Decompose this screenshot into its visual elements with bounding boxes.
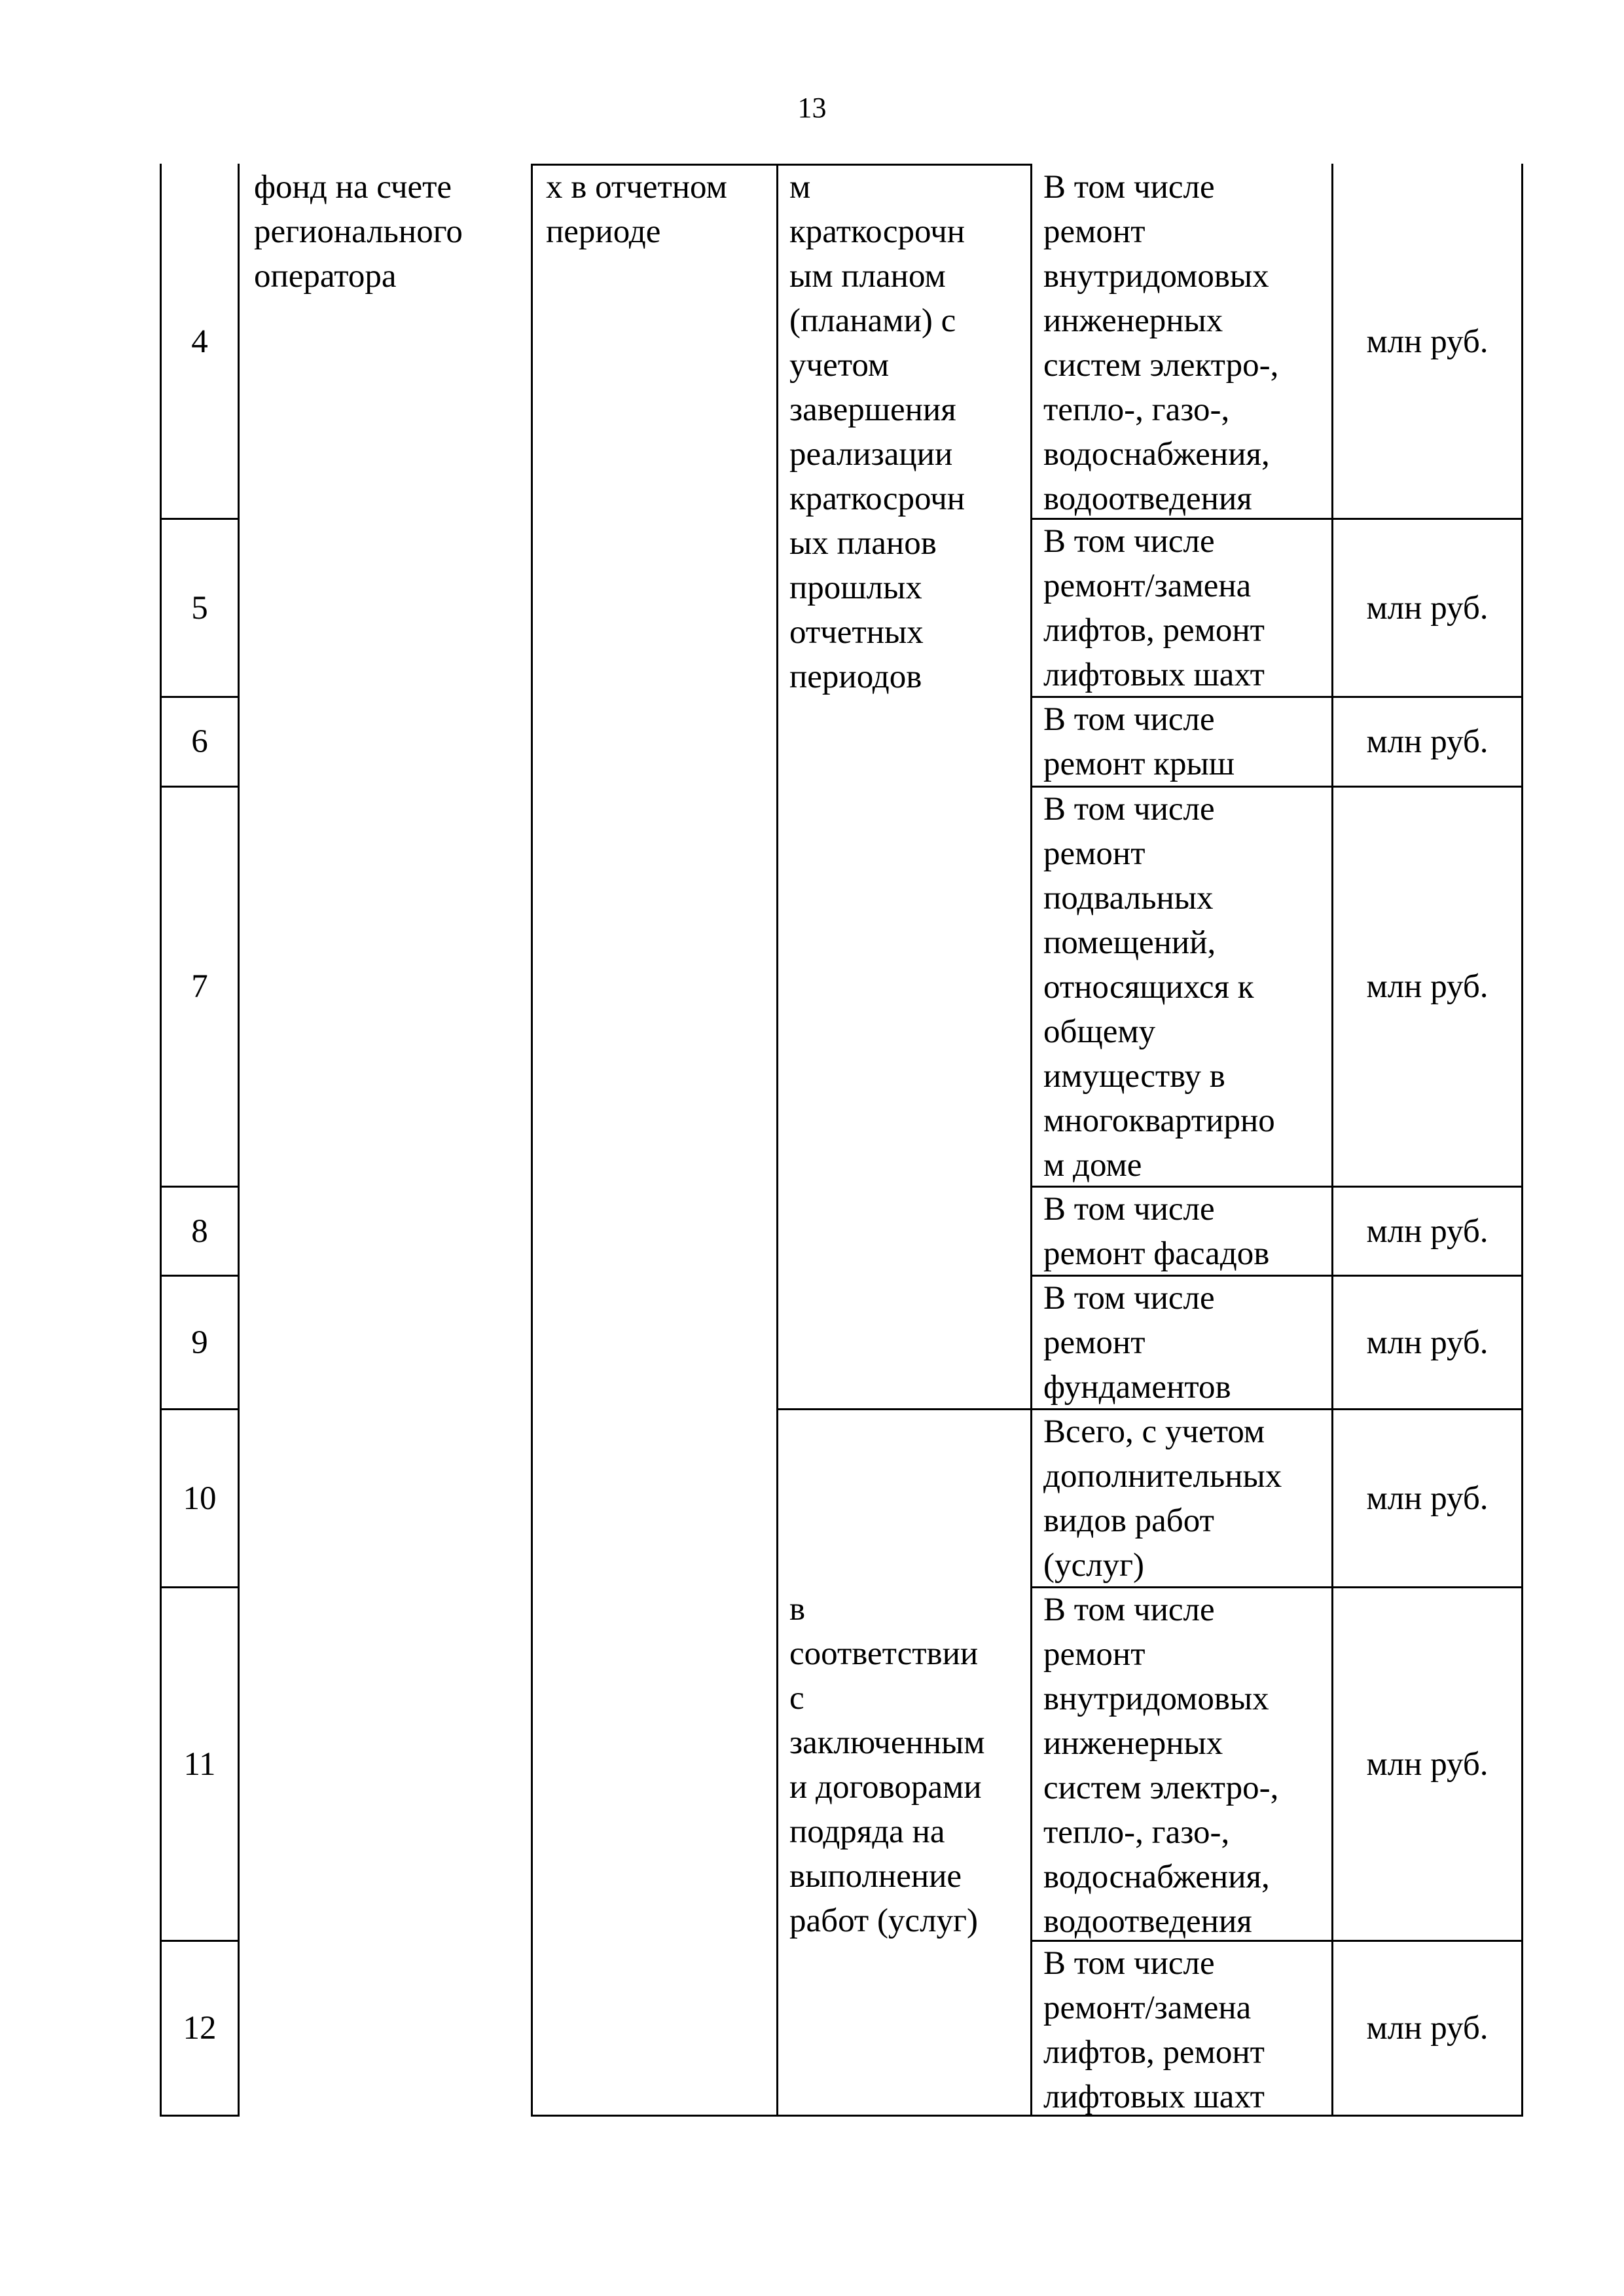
row-unit: млн руб. [1366, 1324, 1489, 1361]
row-description: В том числе ремонт внутридомовых инженерных систем электро-, тепло-, газо-, водоснабжения, водоотведения [1043, 1592, 1279, 1940]
row-unit: млн руб. [1366, 1745, 1489, 1783]
table-line [1030, 164, 1032, 2117]
page-number: 13 [797, 92, 827, 124]
row-number: 11 [183, 1745, 216, 1783]
table-line [238, 164, 240, 2117]
row-unit: млн руб. [1366, 323, 1489, 360]
row-description: В том числе ремонт внутридомовых инженерных систем электро-, тепло-, газо-, водоснабжения, водоотведения [1043, 169, 1279, 517]
row-number: 8 [191, 1212, 208, 1250]
table-line [531, 164, 533, 2117]
row-description: В том числе ремонт фундаментов [1043, 1280, 1231, 1406]
row-unit: млн руб. [1366, 2010, 1489, 2047]
row-number: 7 [191, 968, 208, 1005]
row-number: 4 [191, 323, 208, 360]
row-description: В том числе ремонт/замена лифтов, ремонт лифтовых шахт [1043, 1945, 1265, 2115]
row-unit: млн руб. [1366, 968, 1489, 1005]
row-number: 6 [191, 723, 208, 760]
row-description: В том числе ремонт фасадов [1043, 1191, 1270, 1272]
row-description: В том числе ремонт крыш [1043, 701, 1235, 782]
table-line [1521, 164, 1523, 2117]
row-number: 5 [191, 589, 208, 627]
row-unit: млн руб. [1366, 1212, 1489, 1250]
contract-basis-description: в соответствии с заключенным и договорами подряда на выполнение работ (услуг) [789, 1591, 985, 1939]
table-line [776, 164, 778, 2117]
row-description: Всего, с учетом дополнительных видов работ (услуг) [1043, 1413, 1282, 1584]
row-unit: млн руб. [1366, 1480, 1489, 1517]
row-unit: млн руб. [1366, 723, 1489, 760]
row-description: В том числе ремонт подвальных помещений, относящихся к общему имуществу в многоквартирно м доме [1043, 791, 1275, 1184]
row-description: В том числе ремонт/замена лифтов, ремонт лифтовых шахт [1043, 523, 1265, 693]
table-line [160, 2115, 240, 2117]
plan-basis-description: м краткосрочн ым планом (планами) с учетом завершения реализации краткосрочн ых планов прошлых отчетных периодов [789, 169, 965, 695]
table-line [531, 2115, 1523, 2117]
fund-description: фонд на счете регионального оператора [254, 169, 463, 295]
row-number: 12 [183, 2010, 217, 2047]
period-description: х в отчетном периоде [546, 169, 727, 250]
row-number: 9 [191, 1324, 208, 1361]
row-unit: млн руб. [1366, 589, 1489, 627]
row-number: 10 [183, 1480, 217, 1517]
